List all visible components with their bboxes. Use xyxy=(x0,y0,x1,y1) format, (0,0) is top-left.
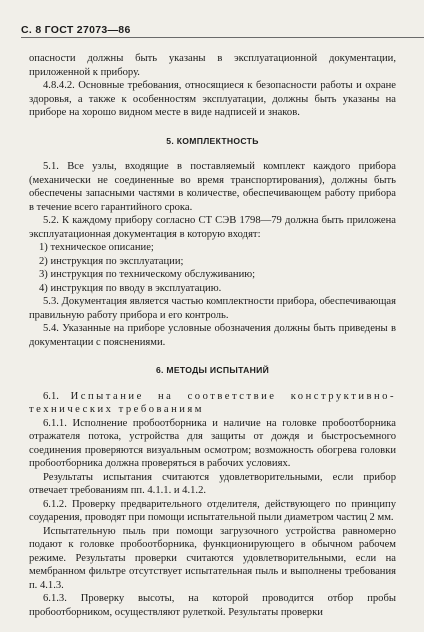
section-title-6: 6. МЕТОДЫ ИСПЫТАНИЙ xyxy=(155,365,270,375)
paragraph-6-1 xyxy=(29,390,396,417)
paragraph-6-1-1-result: Результаты испытания считаются удовлетворительными, если прибор отвечает требованиям пп. 4.1.1. и 4.1.2. xyxy=(29,471,396,496)
paragraph-5-2: 5.2. К каждому прибору согласно СТ СЭВ 1798—79 должна быть приложена эксплуатационная документация в которую входят: xyxy=(29,215,396,240)
clause-number: 6.1. xyxy=(43,390,59,402)
document-body xyxy=(29,52,396,619)
paragraph-6-1-2: 6.1.2. Проверку предварительного отделителя, действующего по принципу соударения, проводят при помощи испытательной пыли диаметром частиц 2 мм. xyxy=(29,498,396,523)
list-item: 3) инструкция по техническому обслуживанию; xyxy=(39,269,256,280)
list-item: 1) техническое описание; xyxy=(39,242,154,253)
header-rule xyxy=(21,37,424,38)
paragraph-4-8-4-2: 4.8.4.2. Основные требования, относящиеся к безопасности работы и охране здоровья, а также к особенностям эксплуатации, должны быть указаны на приборе на хорошо видном месте в виде надписей и знаков. xyxy=(29,80,396,118)
documentation-list xyxy=(29,241,396,295)
paragraph-6-1-2-procedure: Испытательную пыль при помощи загрузочного устройства равномерно подают к головке пробоотборника, функционирующего в обычном рабочем режиме. Результаты проверки считаются удовлетворительными, если на мембранном фильтре отсутствует испытательная пыль и выполнены требования п. 4.1.3. xyxy=(29,525,396,591)
paragraph-continuation: опасности должны быть указаны в эксплуатационной документации, приложенной к прибору. xyxy=(29,53,396,78)
list-item: 2) инструкция по эксплуатации; xyxy=(39,255,184,267)
section-title-5: 5. КОМПЛЕКТНОСТЬ xyxy=(166,135,259,146)
page-header: С. 8 ГОСТ 27073—86 xyxy=(21,24,131,36)
paragraph-5-4: 5.4. Указанные на приборе условные обозначения должны быть приведены в документации с пояснениями. xyxy=(29,323,396,348)
paragraph-6-1-3: 6.1.3. Проверку высоты, на которой проводится отбор пробы пробоотборником, осуществляют рулеткой. Результаты проверки xyxy=(29,593,396,618)
paragraph-5-1: 5.1. Все узлы, входящие в поставляемый комплект каждого прибора (механически не соединенные во время транспортирования), должны быть обеспечены запасными частями в количестве, обеспечивающем работу прибора в течение всего гарантийного срока. xyxy=(29,161,396,213)
paragraph-6-1-1: 6.1.1. Исполнение пробоотборника и наличие на головке пробоотборника отражателя потока, устройства для защиты от дождя и быстросъемного соединения проверяются визуальным осмотром; возможность обогрева головки пробоотборника должна проверяться в рабочих условиях. xyxy=(29,417,396,469)
list-item: 4) инструкция по вводу в эксплуатацию. xyxy=(39,282,222,294)
paragraph-5-3: 5.3. Документация является частью комплектности прибора, обеспечивающая правильную работу прибора и его контроль. xyxy=(29,296,396,321)
spaced-heading: Испытание на соответствие конструктивно-технических требованиям xyxy=(29,390,396,415)
